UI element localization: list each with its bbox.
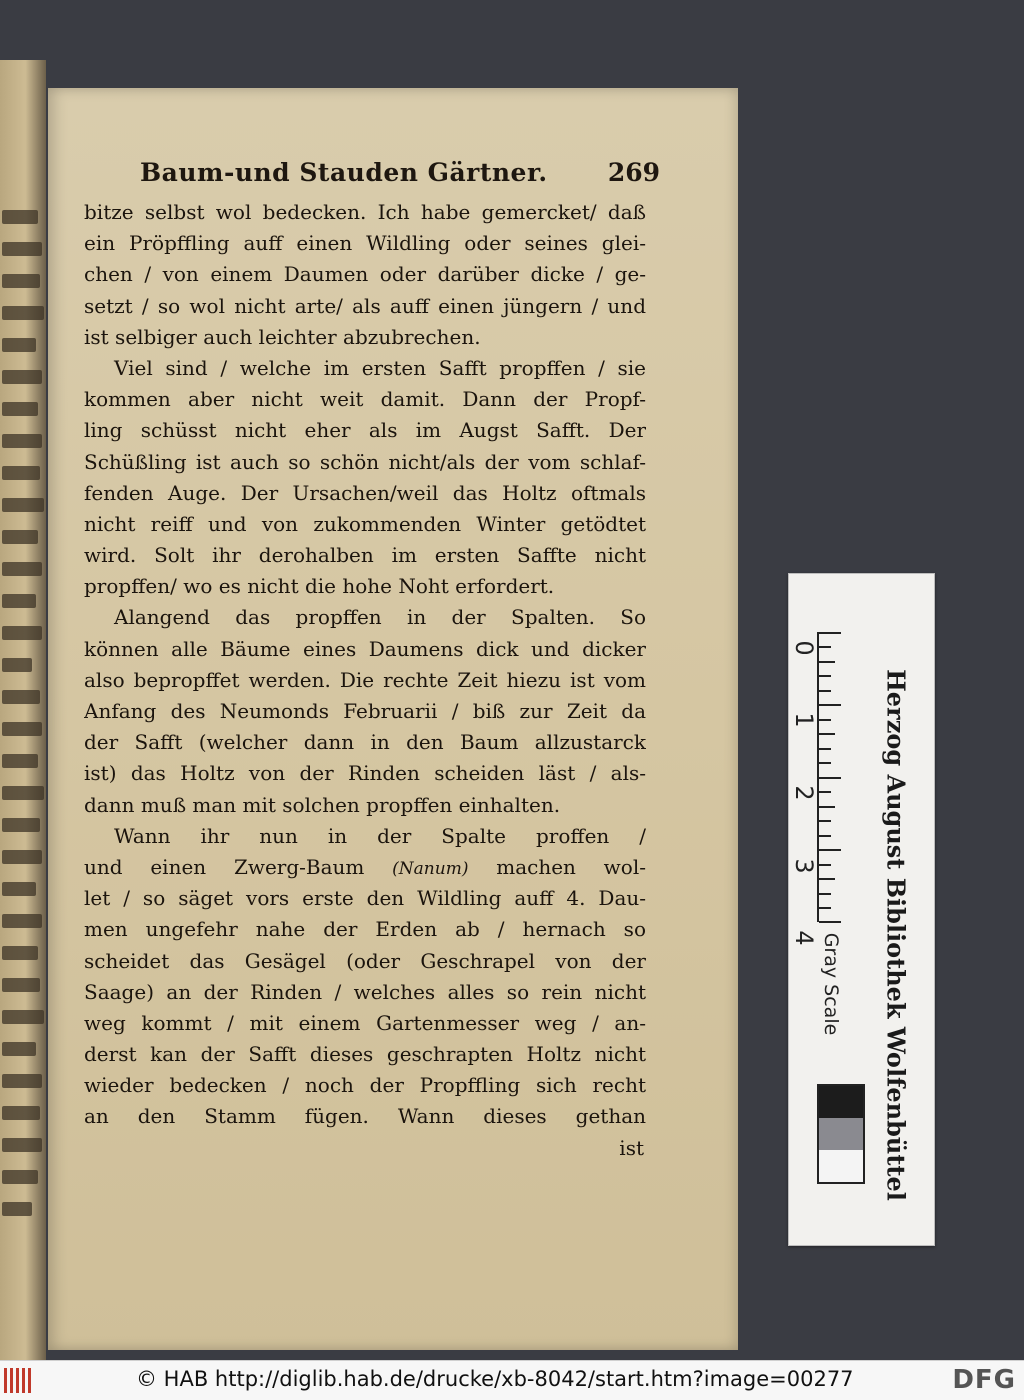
text-line: propffen/ wo es nicht die hohe Noht erfordert. (84, 574, 555, 599)
ruler-number: 4 (790, 930, 818, 946)
text-line: Schüßling ist auch so schön nicht/als der vom schlaf- (84, 449, 646, 474)
text-line: Anfang des Neumonds Februarii / biß zur Zeit da (84, 699, 646, 723)
color-ruler (788, 573, 935, 1246)
text-line: können alle Bäume eines Daumens dick und dicker (84, 636, 646, 661)
text-line: ling schüsst nicht eher als im Augst Safft. Der (84, 418, 646, 443)
barcode-icon (4, 1368, 36, 1393)
text-line: fenden Auge. Der Ursachen/weil das Holtz oftmals (84, 480, 646, 505)
running-head-title: Baum-und Stauden Gärtner. (140, 158, 548, 187)
text-line: ist selbiger auch leichter abzubrechen. (84, 324, 481, 349)
text-line: Viel sind / welche im ersten Safft propffen / sie (114, 355, 646, 380)
ruler-number: 3 (790, 858, 818, 874)
text-line: weg kommt / mit einem Gartenmesser weg / an- (84, 1010, 646, 1035)
text-line: setzt / so wol nicht arte/ als auff einen jüngern / und (84, 293, 646, 318)
copyright-link[interactable]: © HAB http://diglib.hab.de/drucke/xb-8042/start.htm?image=00277 (136, 1367, 854, 1391)
text-line: Wann ihr nun in der Spalte proffen / (114, 823, 646, 848)
ruler-number: 2 (790, 785, 818, 801)
text-line: ist) das Holtz von der Rinden scheiden läst / als- (84, 761, 646, 786)
text-line: also bepropffet werden. Die rechte Zeit hiezu ist vom (84, 667, 646, 692)
gray-swatches (817, 1084, 865, 1184)
swatch-black (819, 1086, 863, 1118)
text-line: wird. Solt ihr derohalben im ersten Saffte nicht (84, 543, 646, 568)
ruler-number: 0 (790, 640, 818, 656)
dfg-logo: DFG (952, 1365, 1016, 1395)
body-text (84, 197, 646, 1164)
text-line: Saage) an der Rinden / welches alles so rein nicht (84, 979, 646, 1004)
text-line: ein Pröpffling auff einen Wildling oder seines glei- (84, 231, 646, 256)
text-line: an den Stamm fügen. Wann dieses gethan (84, 1104, 646, 1129)
text-line: scheidet das Gesägel (oder Geschrapel von der (84, 948, 646, 973)
swatch-gray (819, 1118, 863, 1150)
footer-bar (0, 1360, 1024, 1400)
ruler-scale (817, 632, 841, 922)
text-line: nicht reiff und von zukommenden Winter getödtet (84, 511, 646, 536)
previous-page-edge (0, 60, 46, 1360)
text-line: derst kan der Safft dieses geschrapten Holtz nicht (84, 1042, 646, 1067)
text-line: men ungefehr nahe der Erden ab / hernach so (84, 917, 646, 942)
gray-scale-label: Gray Scale (820, 932, 842, 1036)
swatch-white (819, 1150, 863, 1182)
ruler-number: 1 (790, 712, 818, 728)
text-line: chen / von einem Daumen oder darüber dicke / ge- (84, 262, 646, 287)
page-number: 269 (607, 158, 660, 187)
catchword: ist (619, 1135, 644, 1160)
text-line: und einen Zwerg-Baum (Nanum) machen wol- (84, 854, 646, 879)
text-line: bitze selbst wol bedecken. Ich habe gemercket/ daß (84, 200, 646, 224)
text-line: wieder bedecken / noch der Propffling sich recht (84, 1073, 646, 1098)
library-label: Herzog August Bibliothek Wolfenbüttel (881, 669, 911, 1201)
text-line: dann muß man mit solchen propffen einhalten. (84, 792, 561, 817)
text-line: kommen aber nicht weit damit. Dann der Propf- (84, 387, 646, 412)
text-line: Alangend das propffen in der Spalten. So (114, 605, 646, 630)
gray-scale-label-box (811, 932, 851, 1036)
text-line: let / so säget vors erste den Wildling auff 4. Dau- (84, 886, 646, 911)
library-label-box (871, 640, 921, 1230)
running-head (140, 158, 660, 194)
text-line: der Safft (welcher dann in den Baum allzustarck (84, 730, 646, 755)
